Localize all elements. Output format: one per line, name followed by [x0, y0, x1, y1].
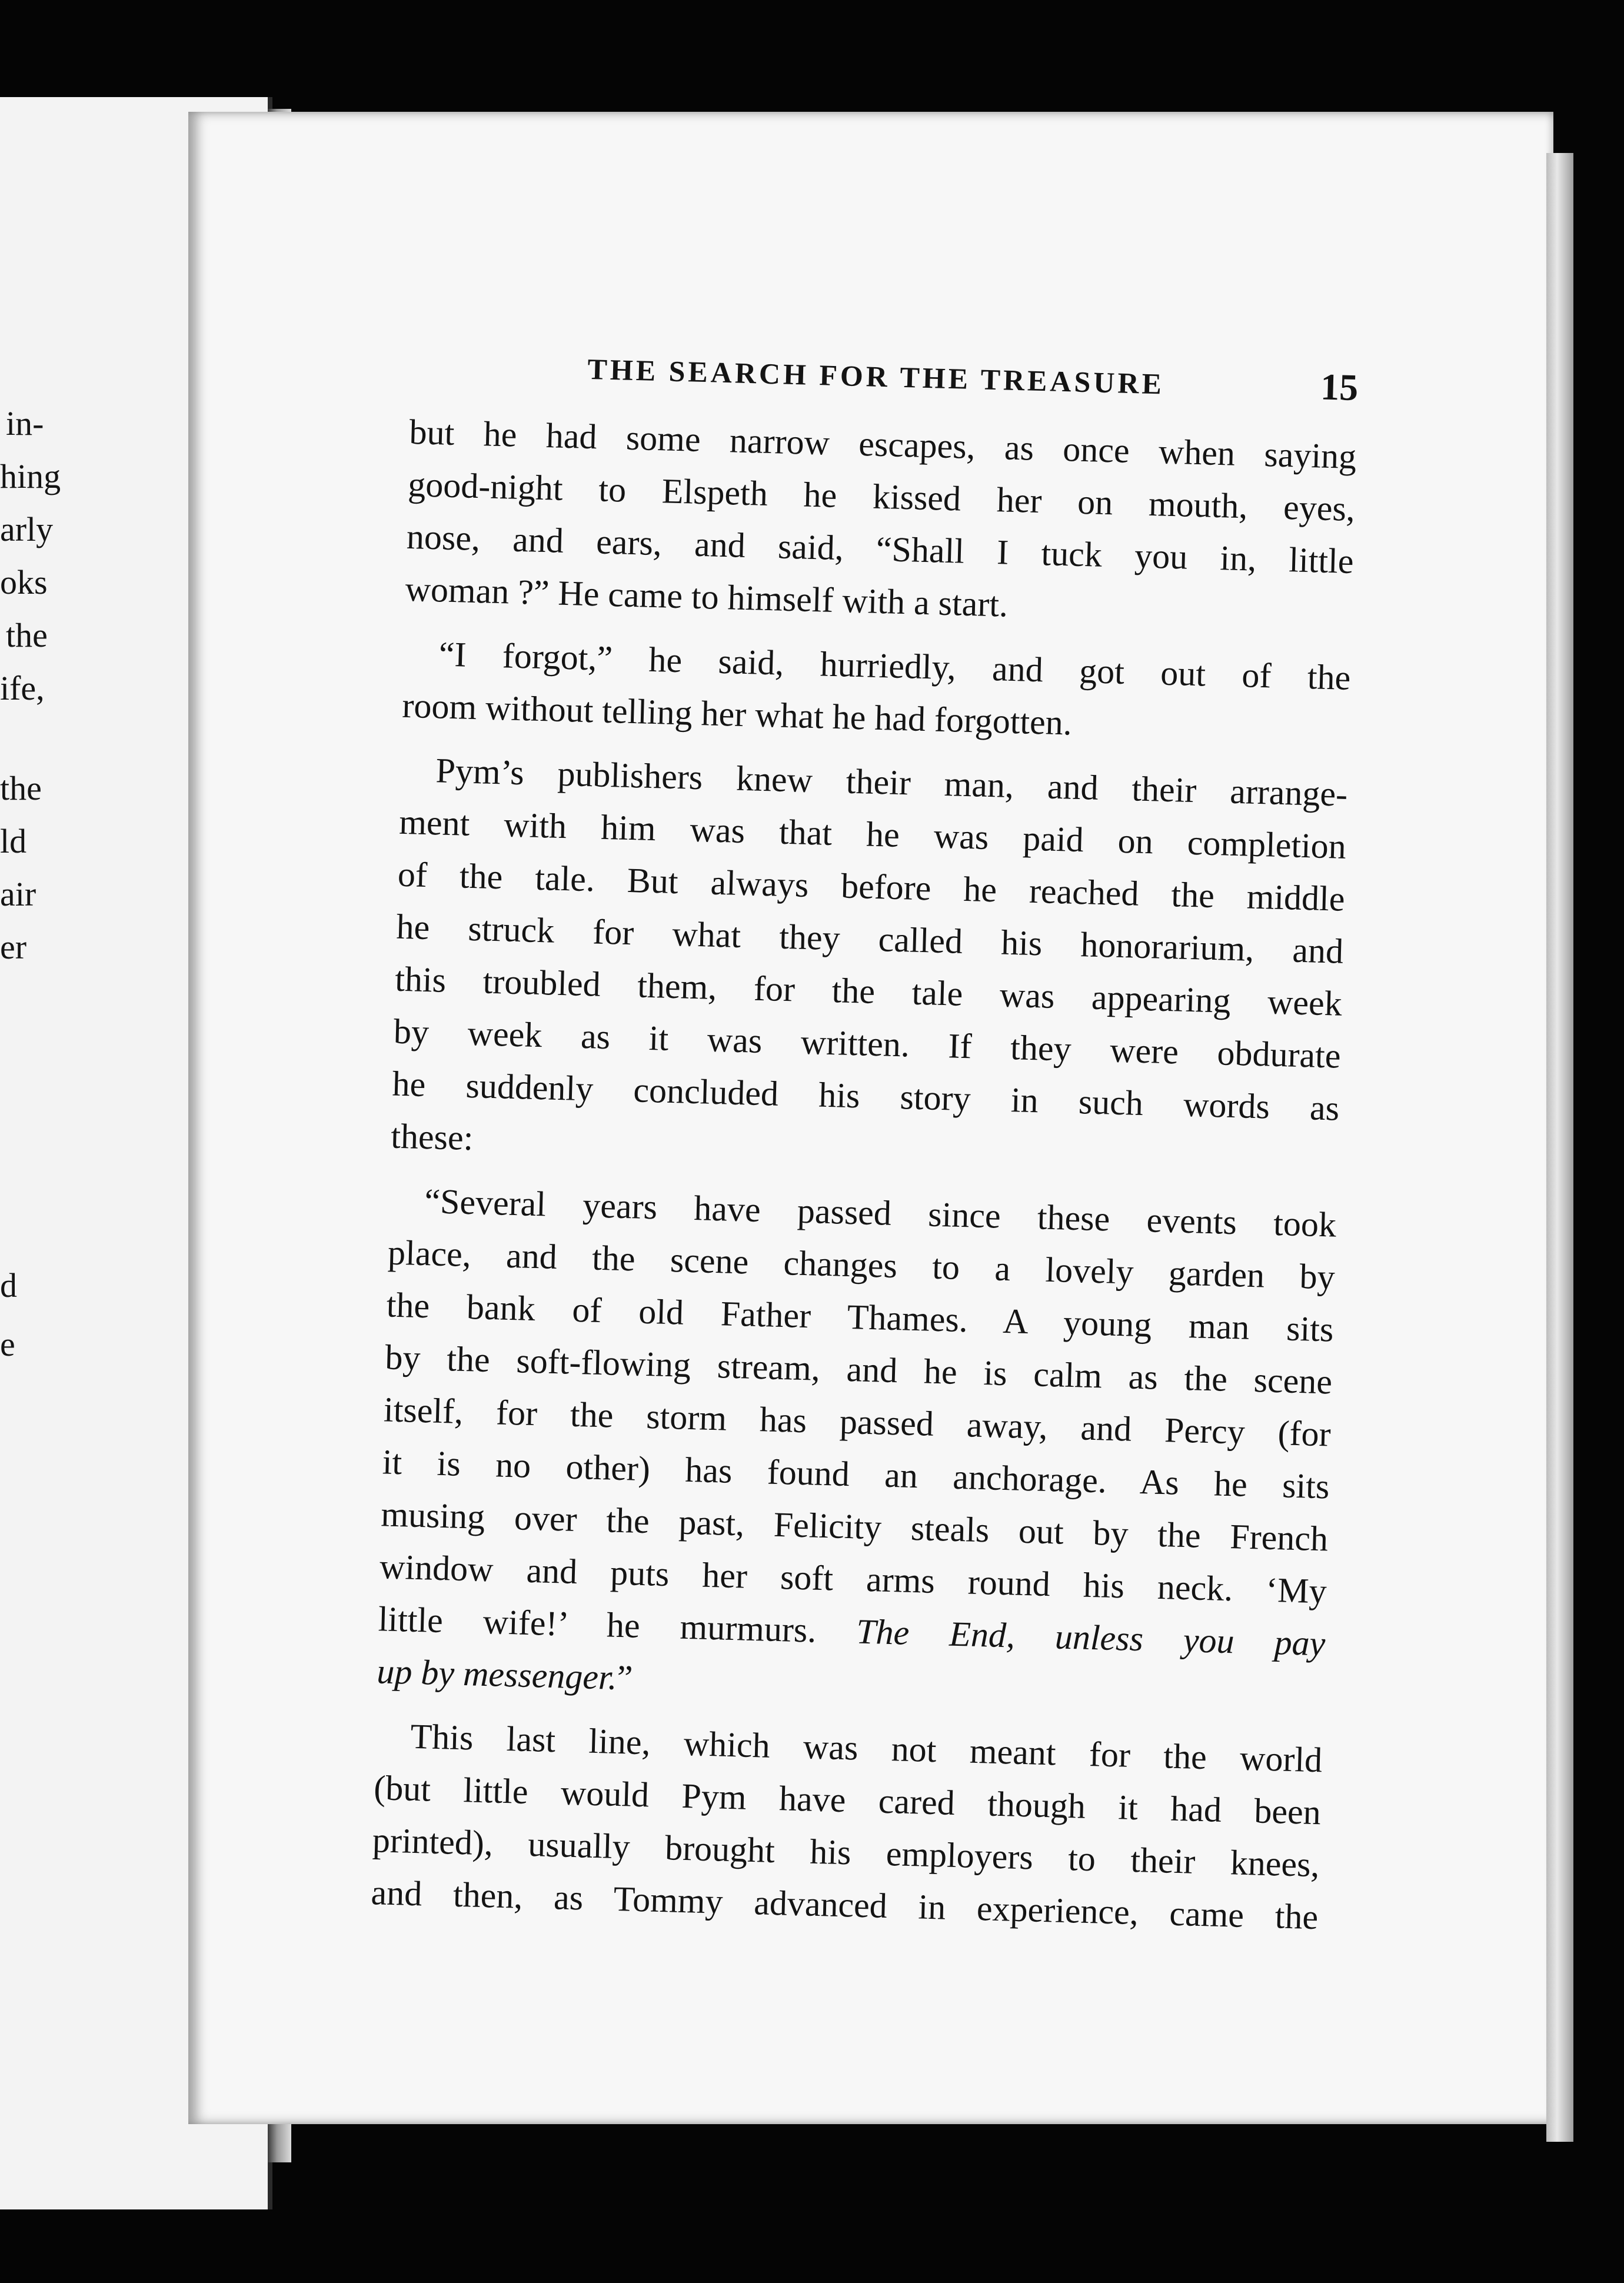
- italic-text-run: The End, unless you pay: [856, 1612, 1326, 1663]
- text-line: musing over the past, Felicity steals out by the French: [380, 1495, 1329, 1559]
- text-line: This last line, which was not meant for the world: [410, 1716, 1323, 1780]
- text-line: these:: [390, 1116, 474, 1158]
- text-line: “I forgot,” he said, hurriedly, and got out of the: [438, 634, 1352, 697]
- fragment-text: er: [0, 928, 27, 966]
- text-line: it is no other) has found an anchorage. As he sits: [382, 1442, 1330, 1506]
- text-line: printed), usually brought his employers to their knees,: [372, 1821, 1320, 1885]
- fragment-text: d: [0, 1266, 17, 1304]
- text-line: woman ?” He came to himself with a start.: [404, 569, 1009, 624]
- paragraph: [390, 744, 1348, 1187]
- text-run: little wife!’ he murmurs.: [378, 1599, 857, 1651]
- page-number: 15: [1320, 365, 1359, 409]
- text-line: place, and the scene changes to a lovely garden by: [387, 1233, 1336, 1297]
- fragment-text: e: [0, 1325, 15, 1363]
- paragraph: [401, 627, 1351, 757]
- fragment-text: ld: [0, 822, 27, 860]
- paragraph-quoted-story: [376, 1174, 1337, 1723]
- fragment-text: the: [0, 769, 42, 807]
- text-line: the bank of old Father Thames. A young man sits: [385, 1285, 1335, 1349]
- text-line: window and puts her soft arms round his neck. ‘My: [379, 1547, 1327, 1611]
- fragment-text: the: [6, 616, 48, 654]
- italic-text-run: up by messenger.: [376, 1652, 618, 1697]
- text-line: good-night to Elspeth he kissed her on mouth, eyes,: [407, 464, 1356, 529]
- text-line: “Several years have passed since these events took: [424, 1182, 1337, 1244]
- text-line: he struck for what they called his honorarium, and: [395, 907, 1345, 971]
- text-line: Pym’s publishers knew their man, and their arrange-: [435, 751, 1348, 814]
- text-line: (but little would Pym have cared though it had been: [373, 1768, 1322, 1832]
- fragment-text: hing: [0, 457, 61, 495]
- page-text-block: [370, 335, 1359, 1955]
- fragment-text: arly: [0, 510, 54, 548]
- fragment-text: air: [0, 875, 36, 913]
- text-line: this troubled them, for the tale was appearing week: [394, 959, 1343, 1023]
- fragment-text: oks: [0, 563, 48, 601]
- paragraph: [405, 406, 1357, 640]
- text-line: and then, as Tommy advanced in experience, came the: [370, 1873, 1319, 1937]
- text-line: of the tale. But always before he reached the middle: [397, 854, 1346, 918]
- text-line: itself, for the storm has passed away, and Percy (for: [383, 1390, 1332, 1454]
- text-line: by the soft-flowing stream, and he is calm as the scene: [384, 1337, 1333, 1402]
- text-line: but he had some narrow escapes, as once when saying: [408, 412, 1357, 477]
- running-title: THE SEARCH FOR THE TREASURE: [587, 352, 1165, 401]
- text-line: nose, and ears, and said, “Shall I tuck you in, little: [406, 517, 1355, 581]
- fragment-text: ife,: [0, 669, 45, 707]
- text-run: ”: [616, 1658, 634, 1698]
- text-line: ment with him was that he was paid on completion: [398, 802, 1347, 866]
- paragraph: [371, 1709, 1323, 1943]
- fragment-text: in-: [6, 404, 44, 442]
- text-line: he suddenly concluded his story in such words as: [391, 1064, 1340, 1128]
- page-edge: [1546, 153, 1573, 2142]
- text-line: room without telling her what he had forgotten.: [401, 685, 1073, 743]
- text-line: by week as it was written. If they were obdurate: [393, 1011, 1342, 1076]
